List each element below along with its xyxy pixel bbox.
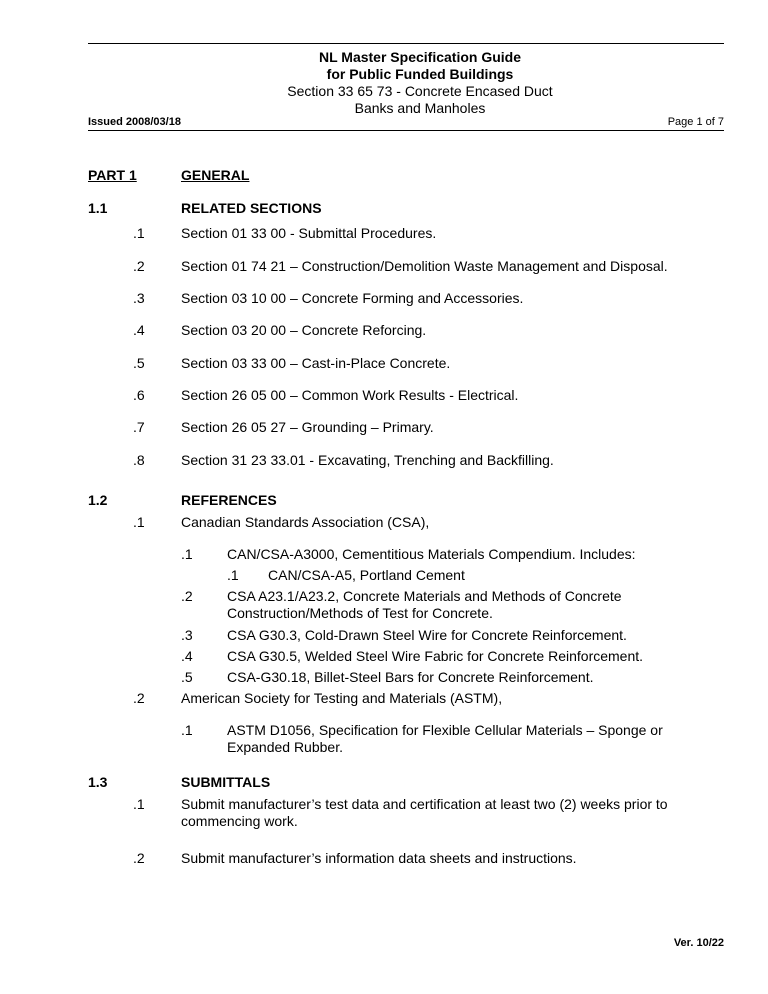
section-number: 1.2 <box>88 492 108 508</box>
list-item: Submit manufacturer’s test data and certification at least two (2) weeks prior to commencing work. <box>181 796 668 829</box>
header-title <box>180 49 660 117</box>
part-number: PART 1 <box>88 167 137 183</box>
subitem-number: .5 <box>181 669 193 685</box>
sub-list-item: CSA G30.3, Cold-Drawn Steel Wire for Concrete Reinforcement. <box>227 627 627 643</box>
header-title-line1: NL Master Specification Guide <box>318 49 521 65</box>
section-title: SUBMITTALS <box>181 774 271 790</box>
item-number: .2 <box>133 850 145 866</box>
sub-list-item: ASTM D1056, Specification for Flexible Cellular Materials – Sponge or Expanded Rubber. <box>227 722 663 755</box>
subsubitem-number: .1 <box>227 567 239 583</box>
subitem-number: .4 <box>181 648 193 664</box>
item-number: .1 <box>133 796 145 812</box>
sub-list-item: CSA A23.1/A23.2, Concrete Materials and Methods of Concrete Construction/Methods of Test for Concrete. <box>227 588 622 621</box>
item-number: .1 <box>133 225 145 241</box>
item-number: .2 <box>133 258 145 274</box>
list-item: Section 03 33 00 – Cast-in-Place Concrete. <box>181 355 451 371</box>
section-title: REFERENCES <box>181 492 277 508</box>
list-item: Section 26 05 27 – Grounding – Primary. <box>181 419 434 435</box>
section-number: 1.3 <box>88 774 108 790</box>
header-title-line2: for Public Funded Buildings <box>326 66 514 82</box>
subitem-number: .1 <box>181 546 193 562</box>
page-number: Page 1 of 7 <box>667 116 724 128</box>
subitem-number: .1 <box>181 722 193 738</box>
item-number: .5 <box>133 355 145 371</box>
list-item: Section 03 20 00 – Concrete Reforcing. <box>181 322 427 338</box>
header-title-line4: Banks and Manholes <box>354 100 486 116</box>
item-number: .1 <box>133 514 145 530</box>
list-item: Canadian Standards Association (CSA), <box>181 514 430 530</box>
subitem-number: .3 <box>181 627 193 643</box>
list-item: Section 01 33 00 - Submittal Procedures. <box>181 225 437 241</box>
header-top-rule <box>88 43 724 44</box>
list-item: Section 31 23 33.01 - Excavating, Trenching and Backfilling. <box>181 452 554 468</box>
sub-list-item: CSA-G30.18, Billet-Steel Bars for Concrete Reinforcement. <box>227 669 594 685</box>
item-number: .7 <box>133 419 145 435</box>
item-number: .4 <box>133 322 145 338</box>
list-item: Section 26 05 00 – Common Work Results - Electrical. <box>181 387 519 403</box>
item-number: .3 <box>133 290 145 306</box>
sub-list-item: CAN/CSA-A3000, Cementitious Materials Compendium. Includes: <box>227 546 636 562</box>
sub-sub-list-item: CAN/CSA-A5, Portland Cement <box>268 567 465 583</box>
header-title-line3: Section 33 65 73 - Concrete Encased Duct <box>287 83 553 99</box>
list-item: Section 01 74 21 – Construction/Demolition Waste Management and Disposal. <box>181 258 668 274</box>
item-number: .2 <box>133 690 145 706</box>
list-item: American Society for Testing and Materials (ASTM), <box>181 690 503 706</box>
section-title: RELATED SECTIONS <box>181 200 322 216</box>
header-bottom-rule <box>88 130 724 131</box>
item-number: .8 <box>133 452 145 468</box>
list-item: Submit manufacturer’s information data sheets and instructions. <box>181 850 577 866</box>
issued-date: Issued 2008/03/18 <box>88 116 181 128</box>
subitem-number: .2 <box>181 588 193 604</box>
part-title: GENERAL <box>181 167 250 183</box>
version-label: Ver. 10/22 <box>673 937 724 949</box>
section-number: 1.1 <box>88 200 108 216</box>
item-number: .6 <box>133 387 145 403</box>
list-item: Section 03 10 00 – Concrete Forming and Accessories. <box>181 290 524 306</box>
sub-list-item: CSA G30.5, Welded Steel Wire Fabric for Concrete Reinforcement. <box>227 648 644 664</box>
